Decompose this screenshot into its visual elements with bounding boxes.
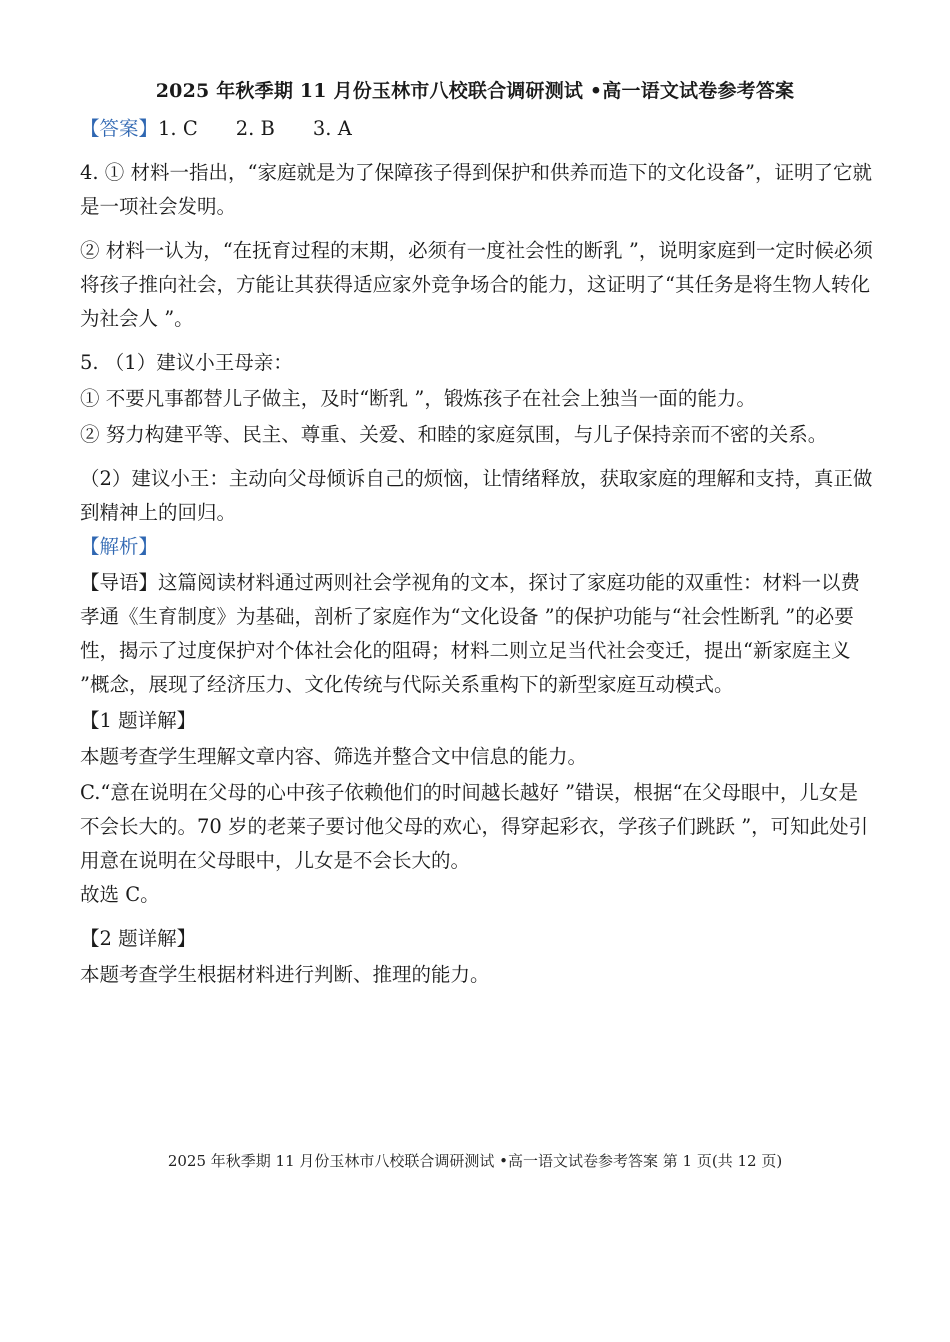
q1-detail-conclusion: 故选 C。 [80, 883, 160, 906]
q2-detail-heading: 【2 题详解】 [80, 927, 197, 950]
answer-label: 【答案】 [80, 117, 159, 140]
page-footer: 2025 年秋季期 11 月份玉林市八校联合调研测试 •高一语文试卷参考答案 第 1 页(共 12 页) [167, 1152, 783, 1170]
answer-line [80, 112, 875, 146]
document-body [80, 112, 875, 992]
q4-point-1: 4. ① 材料一指出，“家庭就是为了保障孩子得到保护和供养而造下的文化设备”，证明了它就是一项社会发明。 [80, 161, 872, 218]
answer-q3: 3. A [312, 117, 352, 140]
q5-part-2: （2）建议小王：主动向父母倾诉自己的烦恼，让情绪释放，获取家庭的理解和支持，真正做到精神上的回归。 [80, 467, 873, 524]
answer-q2: 2. B [235, 117, 275, 140]
q1-detail-heading: 【1 题详解】 [80, 709, 197, 732]
q5-part-1-heading: 5. （1）建议小王母亲： [80, 351, 293, 374]
q4-point-2: ② 材料一认为，“在抚育过程的末期，必须有一度社会性的断乳 ”，说明家庭到一定时候必须将孩子推向社会，方能让其获得适应家外竞争场合的能力，这证明了“其任务是将生物人转化为社会人 ”。 [80, 239, 873, 330]
analysis-intro: 【导语】这篇阅读材料通过两则社会学视角的文本，探讨了家庭功能的双重性：材料一以费孝通《生育制度》为基础，剖析了家庭作为“文化设备 ”的保护功能与“社会性断乳 ”的必要性，揭示了过度保护对个体社会化的阻碍；材料二则立足当代社会变迁，提出“新家庭主义 ”概念，展现了经济压力、文化传统与代际关系重构下的新型家庭互动模式。 [80, 571, 861, 696]
q1-detail-explanation: C.“意在说明在父母的心中孩子依赖他们的时间越长越好 ”错误，根据“在父母眼中，儿女是不会长大的。70 岁的老莱子要讨他父母的欢心，得穿起彩衣，学孩子们跳跃 ”，可知此处引用意在说明在父母眼中，儿女是不会长大的。 [80, 781, 869, 872]
q5-suggestion-1: ① 不要凡事都替儿子做主，及时“断乳 ”，锻炼孩子在社会上独当一面的能力。 [80, 387, 756, 410]
answer-q1: 1. C [158, 117, 198, 140]
q1-detail-text: 本题考查学生理解文章内容、筛选并整合文中信息的能力。 [80, 745, 588, 768]
document-title: 2025 年秋季期 11 月份玉林市八校联合调研测试 •高一语文试卷参考答案 [155, 80, 795, 102]
analysis-label: 【解析】 [80, 535, 159, 558]
q2-detail-text: 本题考查学生根据材料进行判断、推理的能力。 [80, 963, 490, 986]
q5-suggestion-2: ② 努力构建平等、民主、尊重、关爱、和睦的家庭氛围，与儿子保持亲而不密的关系。 [80, 423, 828, 446]
